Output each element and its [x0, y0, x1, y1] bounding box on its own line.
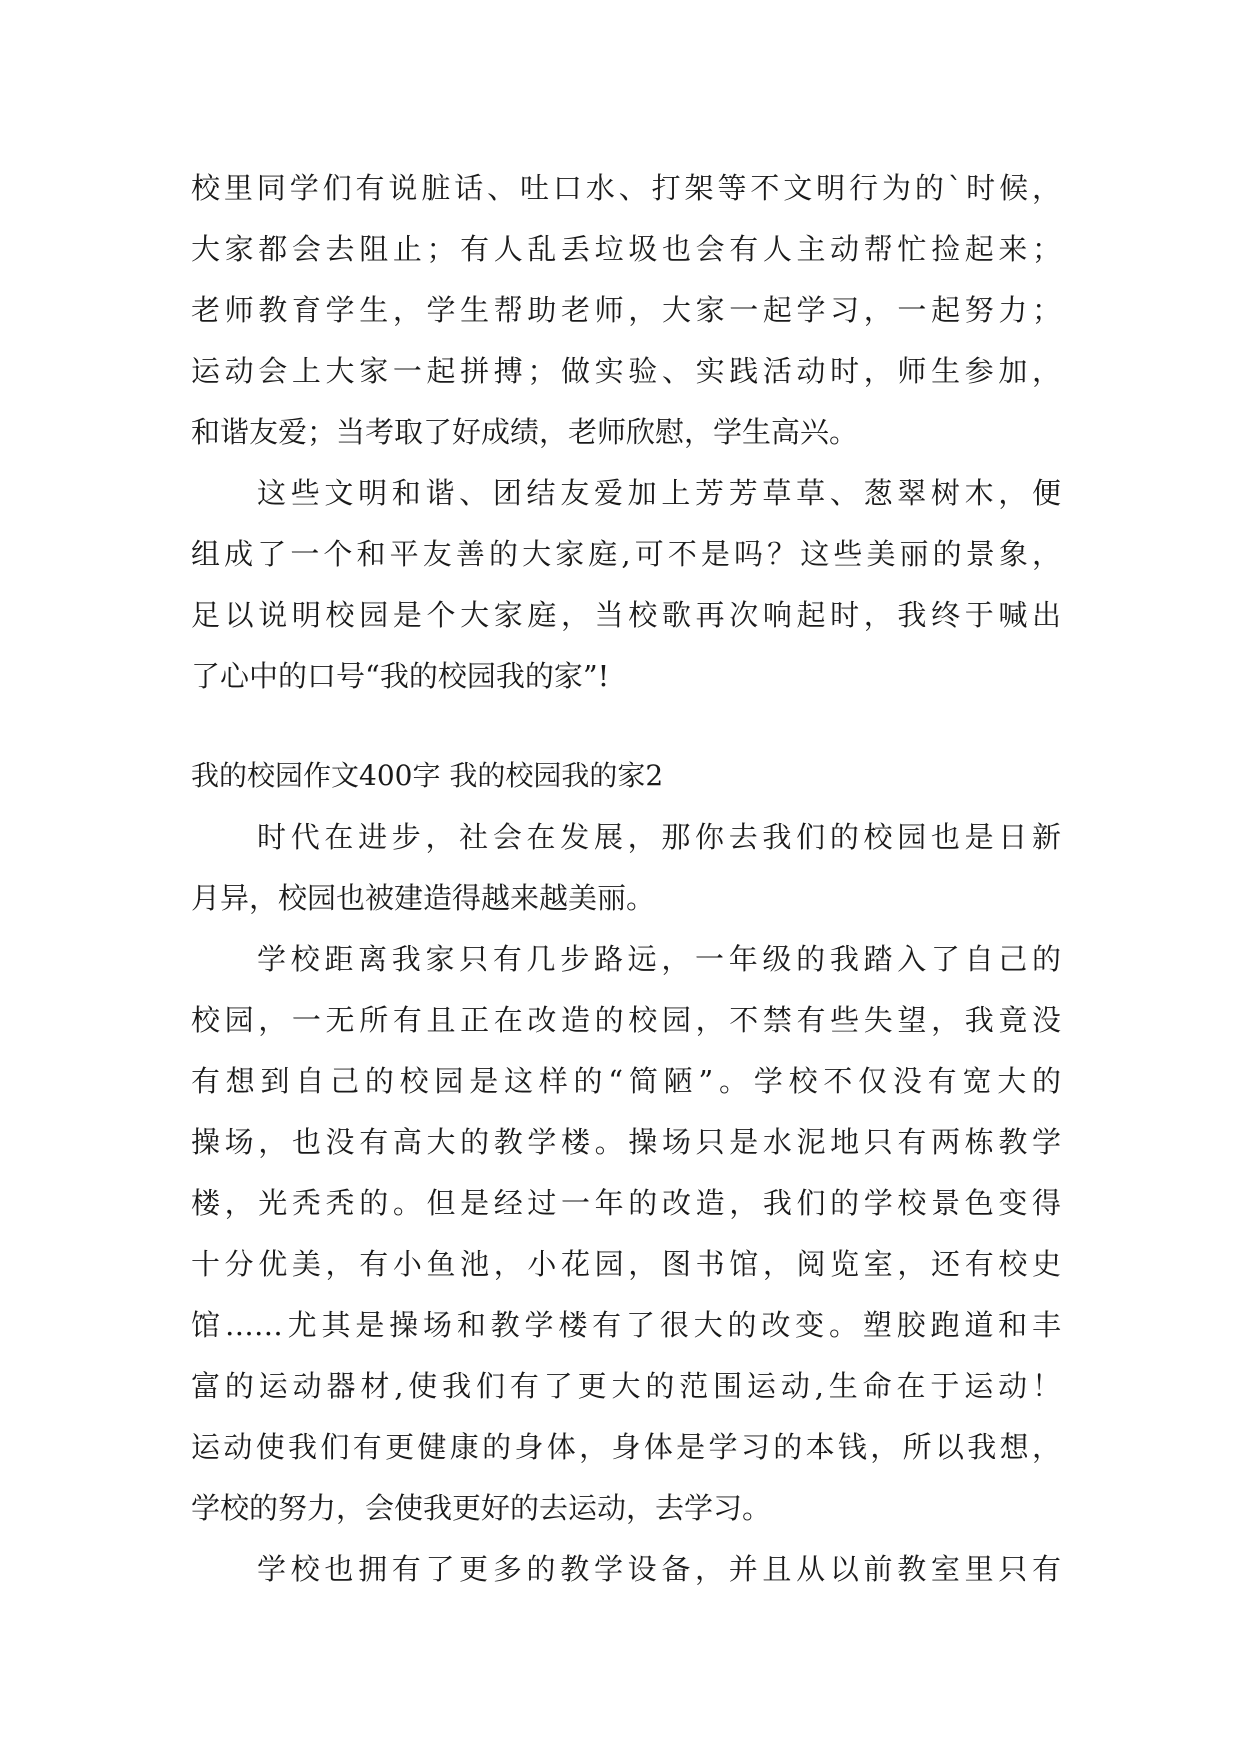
paragraph-line: 十分优美，有小鱼池，小花园，图书馆，阅览室，还有校史: [191, 1247, 1061, 1281]
paragraph-line: 老师教育学生，学生帮助老师，大家一起学习，一起努力；: [191, 293, 1061, 327]
paragraph-line: 楼，光秃秃的。但是经过一年的改造，我们的学校景色变得: [191, 1186, 1061, 1220]
paragraph-line: 组成了一个和平友善的大家庭,可不是吗？这些美丽的景象，: [191, 537, 1061, 571]
section-title: 我的校园作文400字 我的校园我的家2: [191, 759, 664, 792]
paragraph-line: 馆……尤其是操场和教学楼有了很大的改变。塑胶跑道和丰: [191, 1308, 1061, 1342]
paragraph-line: 时代在进步，社会在发展，那你去我们的校园也是日新: [257, 820, 1061, 854]
paragraph-line: 学校距离我家只有几步路远，一年级的我踏入了自己的: [257, 942, 1061, 976]
paragraph-line: 校园，一无所有且正在改造的校园，不禁有些失望，我竟没: [191, 1003, 1061, 1037]
paragraph-line: 了心中的口号“我的校园我的家”!: [191, 659, 610, 693]
paragraph-line: 大家都会去阻止；有人乱丢垃圾也会有人主动帮忙捡起来；: [191, 232, 1061, 266]
paragraph-line: 操场，也没有高大的教学楼。操场只是水泥地只有两栋教学: [191, 1125, 1061, 1159]
paragraph-line: 有想到自己的校园是这样的“简陋”。学校不仅没有宽大的: [191, 1064, 1061, 1098]
paragraph-line: 学校的努力，会使我更好的去运动，去学习。: [191, 1491, 772, 1525]
paragraph-line: 运动使我们有更健康的身体，身体是学习的本钱，所以我想，: [191, 1430, 1061, 1464]
paragraph-line: 运动会上大家一起拼搏；做实验、实践活动时，师生参加，: [191, 354, 1061, 388]
paragraph-line: 和谐友爱；当考取了好成绩，老师欣慰，学生高兴。: [191, 415, 859, 449]
paragraph-line: 校里同学们有说脏话、吐口水、打架等不文明行为的`时候，: [191, 171, 1061, 205]
paragraph-line: 足以说明校园是个大家庭，当校歌再次响起时，我终于喊出: [191, 598, 1061, 632]
paragraph-line: 月异，校园也被建造得越来越美丽。: [191, 881, 656, 915]
paragraph-line: 这些文明和谐、团结友爱加上芳芳草草、葱翠树木，便: [257, 476, 1061, 510]
paragraph-line: 学校也拥有了更多的教学设备，并且从以前教室里只有: [257, 1552, 1061, 1586]
paragraph-line: 富的运动器材,使我们有了更大的范围运动,生命在于运动！: [191, 1369, 1061, 1403]
